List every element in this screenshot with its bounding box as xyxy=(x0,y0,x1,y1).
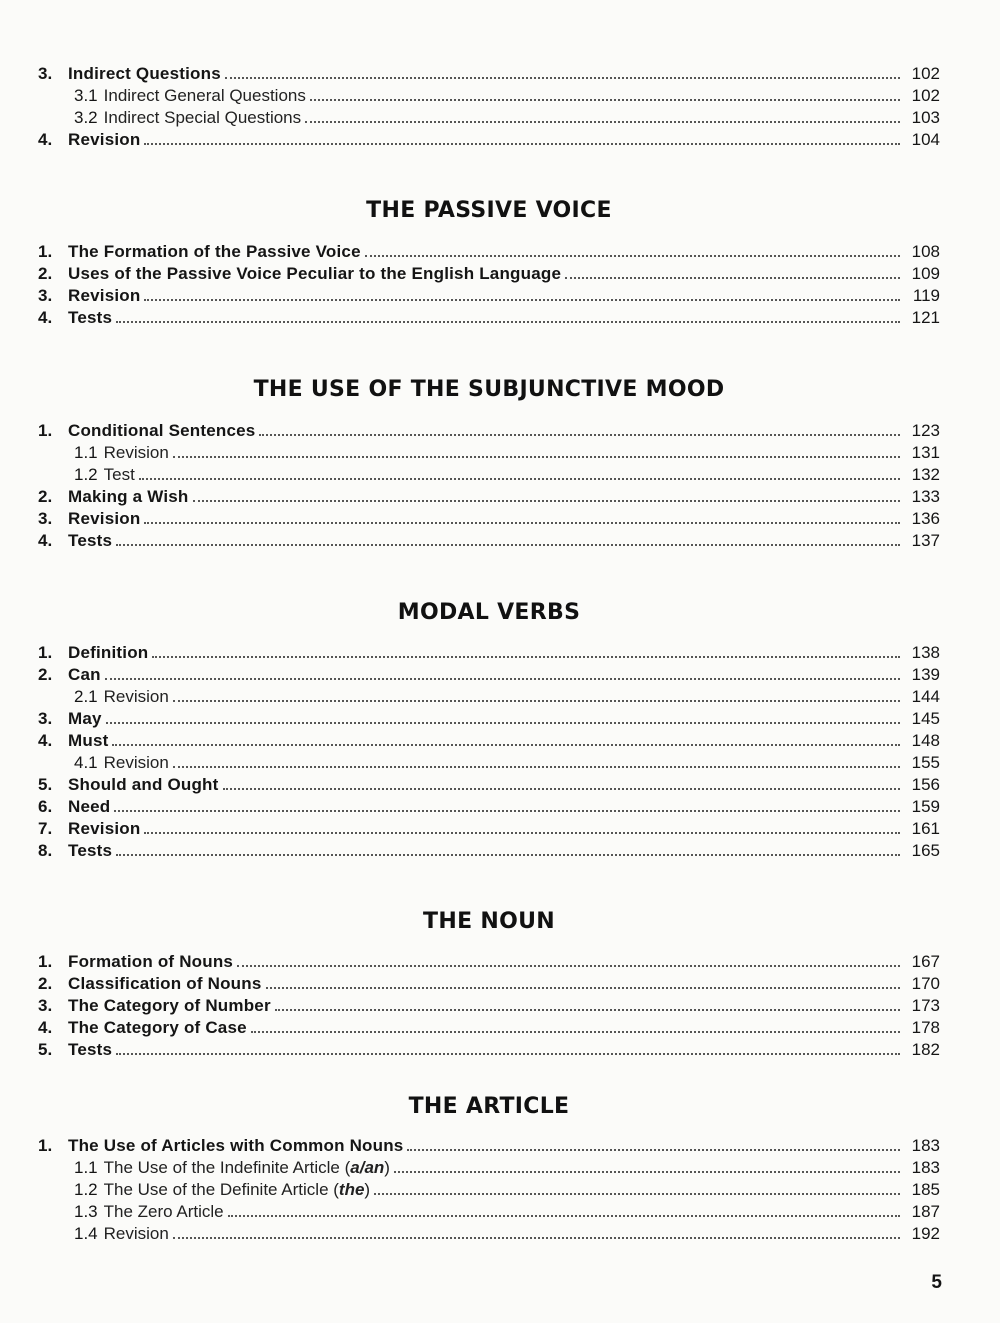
toc-entry xyxy=(38,1156,940,1178)
toc-entry-page: 156 xyxy=(911,775,940,794)
toc-subentry-number: 2.1 xyxy=(74,687,98,706)
dot-leader xyxy=(173,766,900,768)
toc-entry xyxy=(38,839,940,861)
dot-leader xyxy=(374,1193,900,1195)
toc-subentry-number: 1.1 xyxy=(74,1158,98,1177)
toc-entry-title: Revision xyxy=(68,130,141,149)
toc-entry-page: 133 xyxy=(911,487,940,506)
toc-entry-number: 8. xyxy=(38,841,53,860)
dot-leader xyxy=(173,456,900,458)
dot-leader xyxy=(106,722,900,724)
toc-entry xyxy=(38,795,940,817)
toc-list xyxy=(38,240,940,328)
dot-leader xyxy=(266,987,900,989)
toc-subentry-number: 4.1 xyxy=(74,753,98,772)
page-number: 5 xyxy=(931,1272,942,1293)
dot-leader xyxy=(173,1237,900,1239)
toc-entry-title: Indirect General Questions xyxy=(103,86,306,105)
toc-entry xyxy=(38,950,940,972)
dot-leader xyxy=(105,678,900,680)
toc-entry-title: Conditional Sentences xyxy=(68,421,256,440)
toc-entry xyxy=(38,663,940,685)
toc-entry xyxy=(38,707,940,729)
toc-entry-page: 123 xyxy=(911,421,940,440)
toc-entry xyxy=(38,507,940,529)
toc-entry xyxy=(38,284,940,306)
toc-entry-page: 167 xyxy=(911,952,940,971)
toc-entry-page: 144 xyxy=(911,687,940,706)
toc-entry-title: Revision xyxy=(103,1224,169,1243)
toc-entry-page: 182 xyxy=(911,1040,940,1059)
toc-entry-number: 2. xyxy=(38,487,53,506)
toc-entry-number: 1. xyxy=(38,643,53,662)
toc-entry xyxy=(38,1200,940,1222)
toc-entry-title: Revision xyxy=(68,819,141,838)
toc-entry-page: 103 xyxy=(911,108,940,127)
toc-entry-title: Tests xyxy=(68,841,113,860)
toc-entry xyxy=(38,1222,940,1244)
toc-entry-title: Can xyxy=(68,665,101,684)
toc-entry-page: 159 xyxy=(911,797,940,816)
toc-entry xyxy=(38,463,940,485)
toc-entry xyxy=(38,994,940,1016)
toc-entry xyxy=(38,106,940,128)
toc-list xyxy=(38,62,940,150)
toc-entry-page: 178 xyxy=(911,1018,940,1037)
section-title: THE USE OF THE SUBJUNCTIVE MOOD xyxy=(253,377,725,402)
toc-entry-number: 2. xyxy=(38,974,53,993)
toc-entry-title: The Zero Article xyxy=(103,1202,224,1221)
toc-entry-title: Indirect Special Questions xyxy=(103,108,302,127)
toc-entry-page: 137 xyxy=(911,531,940,550)
toc-subentry-number: 1.3 xyxy=(74,1202,98,1221)
toc-entry-title: Tests xyxy=(68,1040,113,1059)
section-title: THE ARTICLE xyxy=(408,1094,570,1119)
toc-list xyxy=(38,419,940,551)
dot-leader xyxy=(144,143,900,145)
toc-subentry-number: 1.2 xyxy=(74,465,98,484)
toc-entry-number: 1. xyxy=(38,1136,53,1155)
toc-entry-page: 183 xyxy=(911,1136,940,1155)
toc-entry-page: 173 xyxy=(911,996,940,1015)
toc-entry-number: 5. xyxy=(38,1040,53,1059)
toc-entry-number: 7. xyxy=(38,819,53,838)
toc-entry-page: 185 xyxy=(911,1180,940,1199)
toc-entry-number: 4. xyxy=(38,1018,53,1037)
dot-leader xyxy=(139,478,900,480)
toc-entry-page: 104 xyxy=(911,130,940,149)
toc-entry-number: 3. xyxy=(38,286,53,305)
dot-leader xyxy=(144,832,900,834)
section-title: MODAL VERBS xyxy=(397,600,581,625)
dot-leader xyxy=(228,1215,900,1217)
dot-leader xyxy=(116,1053,900,1055)
toc-entry-page: 121 xyxy=(911,308,940,327)
dot-leader xyxy=(565,277,900,279)
toc-entry xyxy=(38,240,940,262)
dot-leader xyxy=(251,1031,900,1033)
toc-entry-page: 138 xyxy=(911,643,940,662)
toc-entry xyxy=(38,729,940,751)
toc-entry-title: Test xyxy=(103,465,135,484)
dot-leader xyxy=(394,1171,900,1173)
toc-entry-page: 108 xyxy=(911,242,940,261)
toc-entry xyxy=(38,1178,940,1200)
toc-entry-page: 155 xyxy=(911,753,940,772)
toc-entry-page: 170 xyxy=(911,974,940,993)
dot-leader xyxy=(407,1149,900,1151)
toc-entry xyxy=(38,1038,940,1060)
toc-entry-page: 119 xyxy=(912,286,940,305)
toc-entry-title: Revision xyxy=(103,687,169,706)
toc-entry xyxy=(38,641,940,663)
dot-leader xyxy=(112,744,900,746)
toc-entry-title: Must xyxy=(68,731,109,750)
toc-entry-number: 1. xyxy=(38,421,53,440)
dot-leader xyxy=(116,321,900,323)
toc-entry xyxy=(38,817,940,839)
toc-entry-page: 165 xyxy=(911,841,940,860)
toc-entry-number: 3. xyxy=(38,64,53,83)
dot-leader xyxy=(223,788,900,790)
toc-entry-number: 6. xyxy=(38,797,53,816)
toc-list xyxy=(38,950,940,1060)
toc-entry-title: Uses of the Passive Voice Peculiar to the English Language xyxy=(68,264,562,283)
toc-entry-page: 192 xyxy=(911,1224,940,1243)
toc-entry-number: 4. xyxy=(38,731,53,750)
toc-entry xyxy=(38,419,940,441)
dot-leader xyxy=(225,77,900,79)
toc-entry-title: The Use of the Indefinite Article (a/an) xyxy=(103,1158,390,1177)
section-title: THE NOUN xyxy=(423,909,555,934)
toc-entry-title: The Category of Case xyxy=(68,1018,247,1037)
toc-entry-number: 1. xyxy=(38,242,53,261)
toc-entry xyxy=(38,441,940,463)
toc-entry-page: 131 xyxy=(911,443,940,462)
toc-entry xyxy=(38,306,940,328)
toc-entry xyxy=(38,1134,940,1156)
toc-subentry-number: 3.1 xyxy=(74,86,98,105)
toc-list xyxy=(38,1134,940,1244)
toc-entry-number: 3. xyxy=(38,509,53,528)
toc-entry-title: Revision xyxy=(103,443,169,462)
toc-entry xyxy=(38,529,940,551)
toc-entry-page: 148 xyxy=(911,731,940,750)
toc-entry-page: 132 xyxy=(911,465,940,484)
toc-entry-title: Tests xyxy=(68,308,113,327)
toc-entry-page: 145 xyxy=(911,709,940,728)
toc-entry xyxy=(38,1016,940,1038)
toc-entry-number: 4. xyxy=(38,308,53,327)
toc-entry xyxy=(38,751,940,773)
toc-entry-title: Revision xyxy=(103,753,169,772)
toc-entry xyxy=(38,485,940,507)
toc-entry-title: The Category of Number xyxy=(68,996,271,1015)
dot-leader xyxy=(305,121,900,123)
dot-leader xyxy=(193,500,900,502)
toc-subentry-number: 1.2 xyxy=(74,1180,98,1199)
toc-entry-title: The Use of the Definite Article (the) xyxy=(103,1180,371,1199)
dot-leader xyxy=(144,299,900,301)
toc-entry-title: Need xyxy=(68,797,111,816)
toc-entry-page: 109 xyxy=(911,264,940,283)
toc-entry xyxy=(38,62,940,84)
toc-entry-title: Formation of Nouns xyxy=(68,952,234,971)
toc-entry-number: 2. xyxy=(38,665,53,684)
dot-leader xyxy=(237,965,900,967)
toc-subentry-number: 1.1 xyxy=(74,443,98,462)
toc-entry-title: Making a Wish xyxy=(68,487,189,506)
toc-entry-page: 136 xyxy=(911,509,940,528)
toc-entry-number: 4. xyxy=(38,130,53,149)
toc-entry-page: 161 xyxy=(911,819,940,838)
toc-entry-page: 102 xyxy=(911,86,940,105)
dot-leader xyxy=(259,434,900,436)
toc-subentry-number: 3.2 xyxy=(74,108,98,127)
toc-entry-title: May xyxy=(68,709,102,728)
toc-entry-title: Should and Ought xyxy=(68,775,219,794)
toc-list xyxy=(38,641,940,861)
toc-entry-title: Revision xyxy=(68,509,141,528)
toc-entry xyxy=(38,128,940,150)
dot-leader xyxy=(365,255,900,257)
toc-entry-title: Tests xyxy=(68,531,113,550)
dot-leader xyxy=(152,656,900,658)
dot-leader xyxy=(310,99,900,101)
toc-entry-number: 1. xyxy=(38,952,53,971)
toc-entry-number: 5. xyxy=(38,775,53,794)
toc-entry-title: Classification of Nouns xyxy=(68,974,262,993)
dot-leader xyxy=(116,854,900,856)
toc-entry-title: The Formation of the Passive Voice xyxy=(68,242,361,261)
dot-leader xyxy=(275,1009,900,1011)
dot-leader xyxy=(116,544,900,546)
toc-entry-title: Definition xyxy=(68,643,149,662)
toc-entry xyxy=(38,773,940,795)
toc-entry-title: Indirect Questions xyxy=(68,64,221,83)
toc-entry-number: 3. xyxy=(38,996,53,1015)
toc-entry xyxy=(38,685,940,707)
toc-entry-number: 4. xyxy=(38,531,53,550)
toc-entry-page: 183 xyxy=(911,1158,940,1177)
section-title: THE PASSIVE VOICE xyxy=(366,198,612,223)
toc-entry-number: 3. xyxy=(38,709,53,728)
toc-entry-page: 187 xyxy=(911,1202,940,1221)
toc-entry-title: The Use of Articles with Common Nouns xyxy=(68,1136,404,1155)
dot-leader xyxy=(114,810,900,812)
toc-entry-page: 102 xyxy=(911,64,940,83)
toc-entry xyxy=(38,262,940,284)
toc-subentry-number: 1.4 xyxy=(74,1224,98,1243)
toc-entry xyxy=(38,972,940,994)
toc-entry-number: 2. xyxy=(38,264,53,283)
dot-leader xyxy=(144,522,900,524)
toc-entry xyxy=(38,84,940,106)
dot-leader xyxy=(173,700,900,702)
toc-entry-title: Revision xyxy=(68,286,141,305)
toc-entry-page: 139 xyxy=(911,665,940,684)
